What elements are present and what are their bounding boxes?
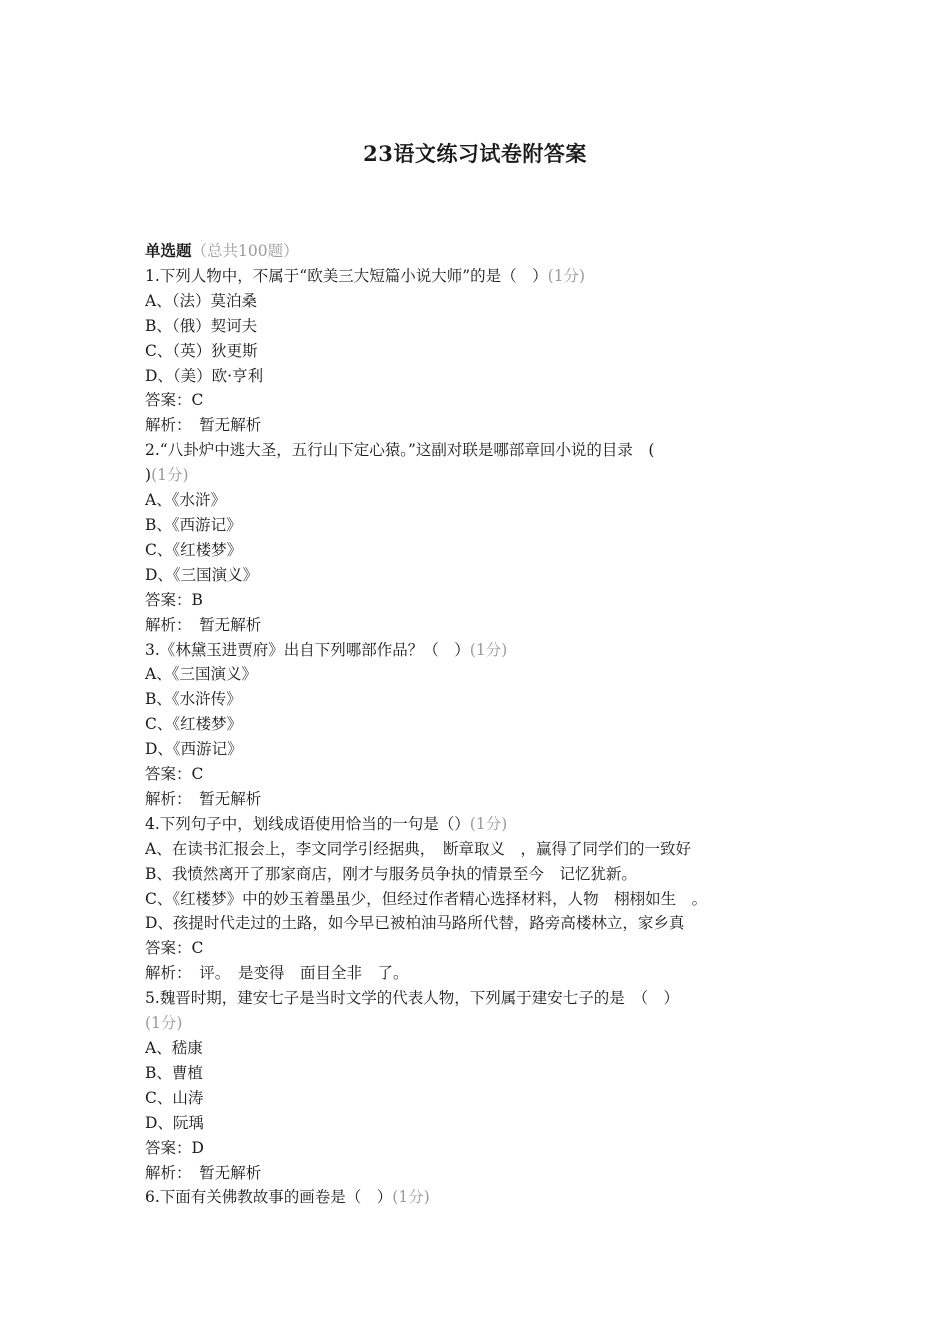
question-stem-text: 4.下列句子中，划线成语使用恰当的一句是（） <box>145 814 470 833</box>
question-stem-continued <box>145 463 810 488</box>
analysis-line: 解析： 暂无解析 <box>145 416 262 435</box>
answer-line: 答案：C <box>145 391 204 410</box>
answer-line: 答案：C <box>145 939 204 958</box>
question-score: (1分) <box>469 640 508 659</box>
option-b: B、《西游记》 <box>145 515 242 534</box>
option-c: C、（英）狄更斯 <box>145 341 258 360</box>
question-score: (1分) <box>469 814 508 833</box>
option-d: D、（美）欧·亨利 <box>145 366 264 385</box>
question-5 <box>145 986 810 1185</box>
answer-line: 答案：B <box>145 590 203 609</box>
question-2 <box>145 438 810 637</box>
option-c: C、山涛 <box>145 1088 204 1107</box>
question-stem <box>145 812 810 837</box>
option-b: B、（俄）契诃夫 <box>145 316 258 335</box>
question-stem <box>145 638 810 663</box>
question-stem-text: 3.《林黛玉进贾府》出自下列哪部作品？（ ） <box>145 640 470 659</box>
section-count: （总共100题） <box>191 242 299 260</box>
question-score: (1分) <box>151 466 189 485</box>
section-heading <box>145 239 810 264</box>
question-score: (1分) <box>547 266 586 285</box>
option-a: A、嵇康 <box>145 1039 203 1057</box>
question-stem <box>145 1185 810 1210</box>
option-b: B、我愤然离开了那家商店，刚才与服务员争执的情景至今 记忆犹新。 <box>145 864 637 883</box>
option-d: D、《三国演义》 <box>145 565 259 584</box>
analysis-line: 解析： 评。 是变得 面目全非 了。 <box>145 964 409 983</box>
question-score: (1分) <box>392 1188 430 1207</box>
question-stem: 2.“八卦炉中逃大圣，五行山下定心猿。”这副对联是哪部章回小说的目录 ( <box>145 441 655 460</box>
option-d: D、阮瑀 <box>145 1113 204 1132</box>
analysis-line: 解析： 暂无解析 <box>145 1163 262 1182</box>
option-c: C、《红楼梦》 <box>145 715 243 734</box>
question-stem-text: 6.下面有关佛教故事的画卷是（ ） <box>145 1188 393 1207</box>
option-c: C、《红楼梦》 <box>145 540 243 559</box>
option-a: A、《三国演义》 <box>145 665 257 684</box>
question-score: (1分) <box>145 1014 183 1033</box>
question-stem-text: 1.下列人物中，不属于“欧美三大短篇小说大师”的是（ ） <box>145 266 548 285</box>
option-d: D、《西游记》 <box>145 740 243 759</box>
question-stem-text: ) <box>145 466 152 485</box>
question-stem: 5.魏晋时期，建安七子是当时文学的代表人物，下列属于建安七子的是 （ ） <box>145 989 680 1008</box>
question-3 <box>145 638 810 812</box>
section-heading-label: 单选题 <box>145 241 192 260</box>
answer-line: 答案：D <box>145 1138 204 1157</box>
question-6 <box>145 1185 810 1210</box>
answer-line: 答案：C <box>145 765 204 784</box>
option-b: B、曹植 <box>145 1063 203 1082</box>
question-1 <box>145 264 810 438</box>
option-c: C、《红楼梦》中的妙玉着墨虽少，但经过作者精心选择材料，人物 栩栩如生 。 <box>145 889 708 908</box>
option-a: A、在读书汇报会上，李文同学引经据典， 断章取义 ，赢得了同学们的一致好 <box>145 839 691 858</box>
document-body <box>145 239 810 1210</box>
analysis-line: 解析： 暂无解析 <box>145 789 262 808</box>
analysis-line: 解析： 暂无解析 <box>145 615 262 634</box>
option-b: B、《水浒传》 <box>145 690 242 709</box>
option-a: A、（法）莫泊桑 <box>145 291 257 310</box>
question-stem <box>145 264 810 289</box>
document-title: 23语文练习试卷附答案 <box>363 141 587 166</box>
option-a: A、《水浒》 <box>145 491 226 510</box>
question-stem-continued <box>145 1011 810 1036</box>
question-4 <box>145 812 810 986</box>
option-d: D、孩提时代走过的土路，如今早已被柏油马路所代替，路旁高楼林立，家乡真 <box>145 914 685 933</box>
